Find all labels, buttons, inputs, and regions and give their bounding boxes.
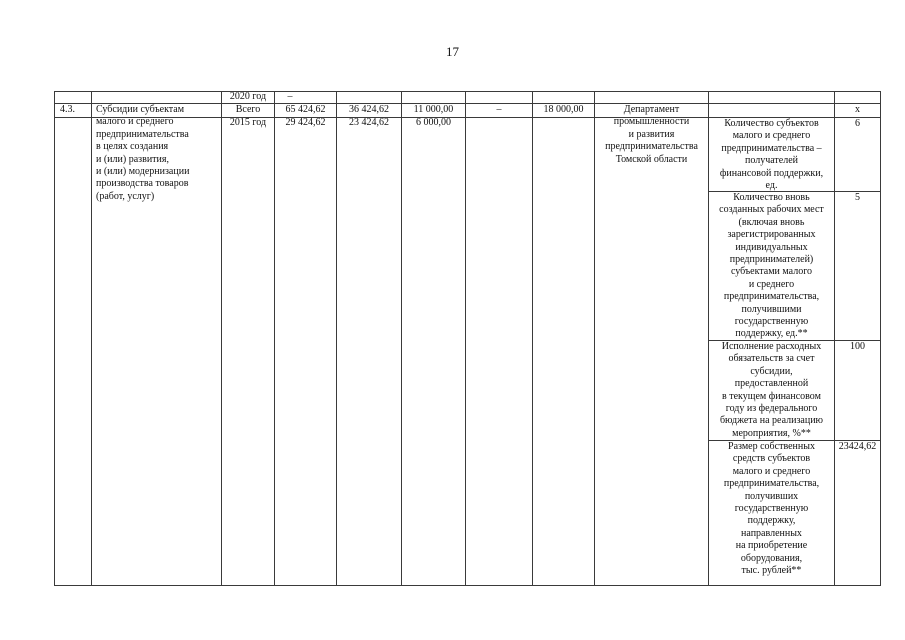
indicator-name: Количество вновь созданных рабочих мест (включая вновь зарегистрированных индивидуальных предпринимателей) субъектами малого и среднего предпринимательства, получившими государственную поддержку, ед.** xyxy=(719,192,824,340)
year-cell: 2020 год xyxy=(229,91,267,102)
regional-all: 11 000,00 xyxy=(413,104,454,115)
indicator-value: 5 xyxy=(855,192,860,203)
indicator-name: Размер собственных средств субъектов малого и среднего предпринимательства, получивших государственную поддержку, направленных на приобретение оборудования, тыс. рублей** xyxy=(723,441,820,577)
federal-all: 36 424,62 xyxy=(349,104,389,115)
table-rule xyxy=(336,91,337,586)
indicator-name: Количество субъектов малого и среднего предпринимательства – получателей финансовой поддержки, ед. xyxy=(719,118,824,192)
row-number: 4.3. xyxy=(60,104,75,115)
table-rule xyxy=(274,91,275,586)
extra-all: 18 000,00 xyxy=(543,104,584,115)
table-rule xyxy=(880,91,881,586)
table-rule xyxy=(532,91,533,586)
table-rule xyxy=(54,91,55,586)
indicator-value: 23424,62 xyxy=(838,441,877,452)
period-year: 2015 год xyxy=(229,117,267,128)
executor: Департамент промышленности и развития предпринимательства Томской области xyxy=(605,104,698,165)
period-total: Всего xyxy=(235,104,261,115)
table-rule xyxy=(401,91,402,586)
x-mark: х xyxy=(855,104,860,115)
table-rule xyxy=(91,91,92,586)
indicator-value: 6 xyxy=(855,118,860,129)
dash-cell: – xyxy=(287,91,293,102)
table-rule xyxy=(834,91,835,586)
indicator-name: Исполнение расходных обязательств за счет субсидии, предоставленной в текущем финансовом году из федерального бюджета на реализацию мероприятия, %** xyxy=(719,341,824,439)
table-rule xyxy=(221,91,222,586)
table-rule xyxy=(465,91,466,586)
activity-name: Субсидии субъектам малого и среднего предпринимательства в целях создания и (или) развития, и (или) модернизации производства товаров (работ, услуг) xyxy=(96,104,190,202)
page-number: 17 xyxy=(446,44,459,59)
federal-2015: 23 424,62 xyxy=(349,117,389,128)
table-rule xyxy=(54,585,881,586)
table-rule xyxy=(54,91,881,92)
indicator-value: 100 xyxy=(850,341,865,352)
regional-2015: 6 000,00 xyxy=(416,117,451,128)
total-2015: 29 424,62 xyxy=(285,117,326,128)
total-all: 65 424,62 xyxy=(285,104,326,115)
local-all: – xyxy=(496,104,502,115)
